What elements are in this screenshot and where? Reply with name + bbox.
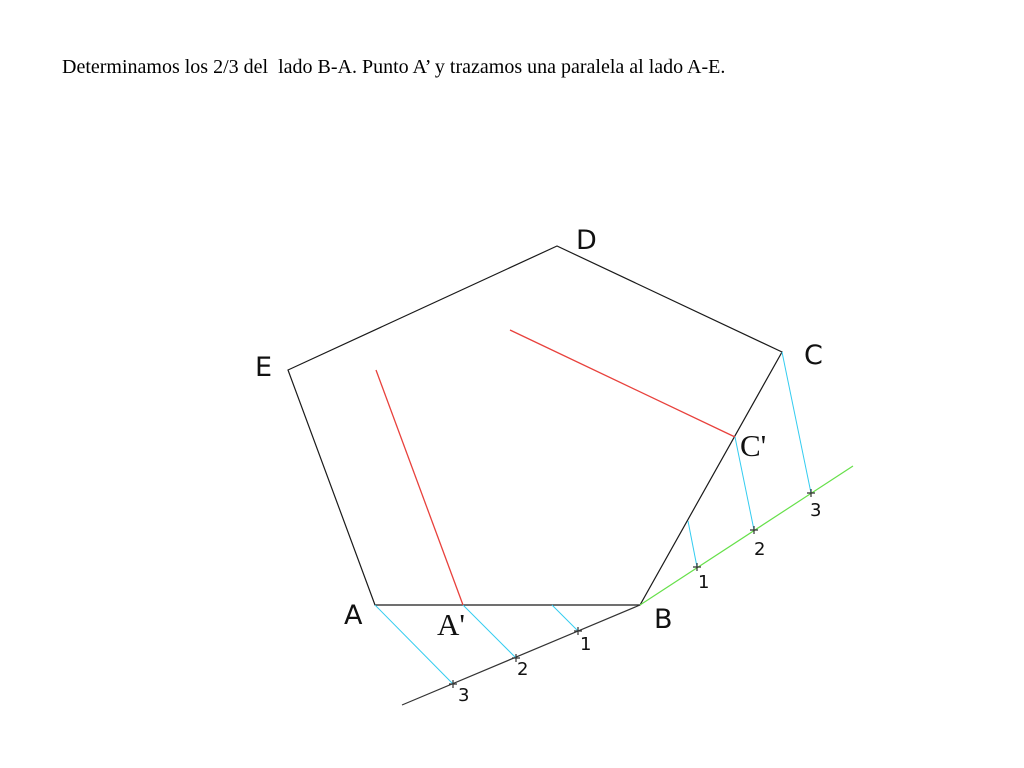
vertex-label-d: D bbox=[576, 225, 597, 256]
division-label-ab-2: 2 bbox=[517, 659, 529, 680]
point-label-a-prime: A' bbox=[437, 607, 465, 642]
projection-ab-1 bbox=[552, 605, 578, 631]
auxiliary-line-bc bbox=[640, 466, 853, 605]
vertex-label-c: C bbox=[804, 340, 823, 371]
division-ticks bbox=[449, 489, 815, 688]
division-label-bc-1: 1 bbox=[698, 572, 710, 593]
pentagon-outline bbox=[288, 246, 782, 605]
parallel-line-c-prime bbox=[510, 330, 735, 437]
projection-a-prime-2 bbox=[463, 605, 516, 658]
projection-c-3 bbox=[782, 352, 811, 493]
vertex-label-e: E bbox=[255, 352, 273, 383]
vertex-label-b: B bbox=[654, 604, 673, 635]
caption-text: Determinamos los 2/3 del lado B-A. Punto A’ y trazamos una paralela al lado A-E. bbox=[62, 56, 726, 78]
vertex-label-a: A bbox=[344, 600, 363, 631]
division-label-bc-3: 3 bbox=[810, 500, 822, 521]
parallel-line-a-prime bbox=[376, 370, 463, 605]
point-label-c-prime: C' bbox=[740, 428, 767, 463]
projection-bc-1 bbox=[688, 521, 697, 567]
division-label-ab-3: 3 bbox=[458, 685, 470, 706]
division-label-bc-2: 2 bbox=[754, 539, 766, 560]
division-label-ab-1: 1 bbox=[580, 634, 592, 655]
